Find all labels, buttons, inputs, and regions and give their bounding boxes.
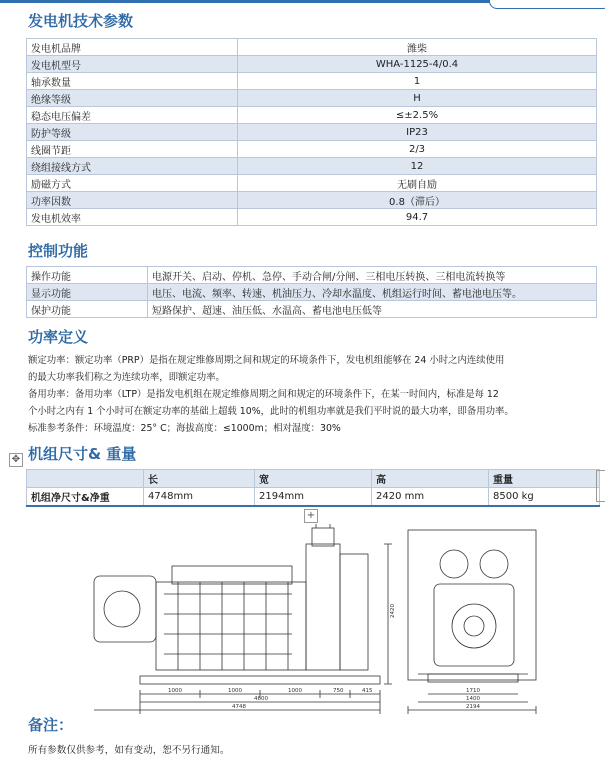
function-label: 显示功能 [27,284,148,301]
paragraph-line: 个小时之内有 1 个小时可在额定功率的基础上超载 10%，此时的机组功率就是我们平时说的最大功率，即备用功率。 [28,406,514,417]
table-row [27,267,597,284]
front-engine [434,584,514,666]
table-row [27,141,597,158]
side-dim-5: 415 [362,688,373,694]
dim-length-value: 4748mm [144,488,255,507]
dim-header-0 [27,470,144,488]
side-dim-1: 1000 [168,688,182,694]
table-row [27,90,597,107]
param-value: 无刷自励 [238,175,597,192]
param-value: WHA-1125-4/0.4 [238,56,597,73]
side-dim-2: 1000 [228,688,242,694]
section-title-generator-params: 发电机技术参数 [28,12,134,30]
section-title-dimensions: 机组尺寸& 重量 [28,445,137,463]
base-frame [140,676,380,684]
dim-header-width: 宽 [255,470,372,488]
param-label: 绕组接线方式 [27,158,238,175]
table-row [27,158,597,175]
radiator [306,544,340,670]
function-value: 短路保护、超速、油压低、水温高、蓄电池电压低等 [148,301,597,318]
function-value: 电压、电流、频率、转速、机油压力、冷却水温度、机组运行时间、蓄电池电压等。 [148,284,597,301]
side-dim-4: 750 [333,688,344,694]
param-value: H [238,90,597,107]
exhaust-pipe [312,528,334,546]
add-row-handle[interactable]: + [304,509,318,523]
alternator [94,576,156,642]
dim-header-length: 长 [144,470,255,488]
height-dim: 2420 [390,604,396,618]
param-value: 94.7 [238,209,597,226]
section-title-power-definition: 功率定义 [28,328,89,346]
table-row [27,124,597,141]
param-label: 绝缘等级 [27,90,238,107]
table-resize-handle[interactable] [596,470,605,502]
paragraph-line: 的最大功率我们称之为连续功率，即额定功率。 [28,372,225,383]
param-value: IP23 [238,124,597,141]
genset-dimension-drawing [82,524,552,724]
generator-params-table [26,38,597,226]
alternator-end [104,591,140,627]
dim-header-weight: 重量 [489,470,600,488]
table-row [27,175,597,192]
front-dim-2: 1400 [466,696,480,702]
front-dim-3: 2194 [466,704,480,710]
param-label: 励磁方式 [27,175,238,192]
param-value: 1 [238,73,597,90]
table-row [27,284,597,301]
paragraph-line: 标准参考条件：环境温度：25° C；海拔高度：≤1000m；相对湿度：30% [28,423,341,434]
param-value: 2/3 [238,141,597,158]
param-label: 功率因数 [27,192,238,209]
dim-row-label: 机组净尺寸&净重 [27,488,144,507]
table-move-handle[interactable]: ✥ [9,453,23,467]
table-row [27,39,597,56]
top-tab [489,0,605,9]
param-label: 发电机品牌 [27,39,238,56]
param-label: 防护等级 [27,124,238,141]
param-label: 稳态电压偏差 [27,107,238,124]
front-frame [408,530,536,680]
dim-height-value: 2420 mm [372,488,489,507]
side-dim-total: 4600 [254,696,268,702]
engine-block [156,582,306,670]
section-title-notes: 备注： [28,716,74,734]
dimensions-header-row [27,470,600,488]
function-value: 电源开关、启动、停机、急停、手动合闸/分闸、三相电压转换、三相电流转换等 [148,267,597,284]
dimensions-table [26,469,600,507]
dim-weight-value: 8500 kg [489,488,600,507]
table-row [27,301,597,318]
param-value: 0.8（滞后） [238,192,597,209]
section-title-control: 控制功能 [28,242,89,260]
table-row [27,56,597,73]
param-label: 发电机型号 [27,56,238,73]
dim-width-value: 2194mm [255,488,372,507]
param-value: 12 [238,158,597,175]
notes-text: 所有参数仅供参考，如有变动，恕不另行通知。 [28,745,230,756]
paragraph-line: 备用功率：备用功率（LTP）是指发电机组在规定维修周期之间和规定的环境条件下，在某一时间内，标准是每 12 [28,389,499,400]
paragraph-line: 额定功率：额定功率（PRP）是指在规定维修周期之间和规定的环境条件下，发电机组能够在 24 小时之内连续使用 [28,355,505,366]
table-row [27,73,597,90]
function-label: 操作功能 [27,267,148,284]
param-value: 潍柴 [238,39,597,56]
param-label: 发电机效率 [27,209,238,226]
control-functions-table [26,266,597,318]
front-dim-1: 1710 [466,688,480,694]
function-label: 保护功能 [27,301,148,318]
table-row [27,107,597,124]
side-dim-overall: 4748 [232,704,246,710]
param-label: 线圈节距 [27,141,238,158]
dimensions-value-row [27,488,600,507]
table-row [27,192,597,209]
power-definition-text [28,352,593,437]
side-dim-3: 1000 [288,688,302,694]
param-label: 轴承数量 [27,73,238,90]
table-row [27,209,597,226]
param-value: ≤±2.5% [238,107,597,124]
dim-header-height: 高 [372,470,489,488]
